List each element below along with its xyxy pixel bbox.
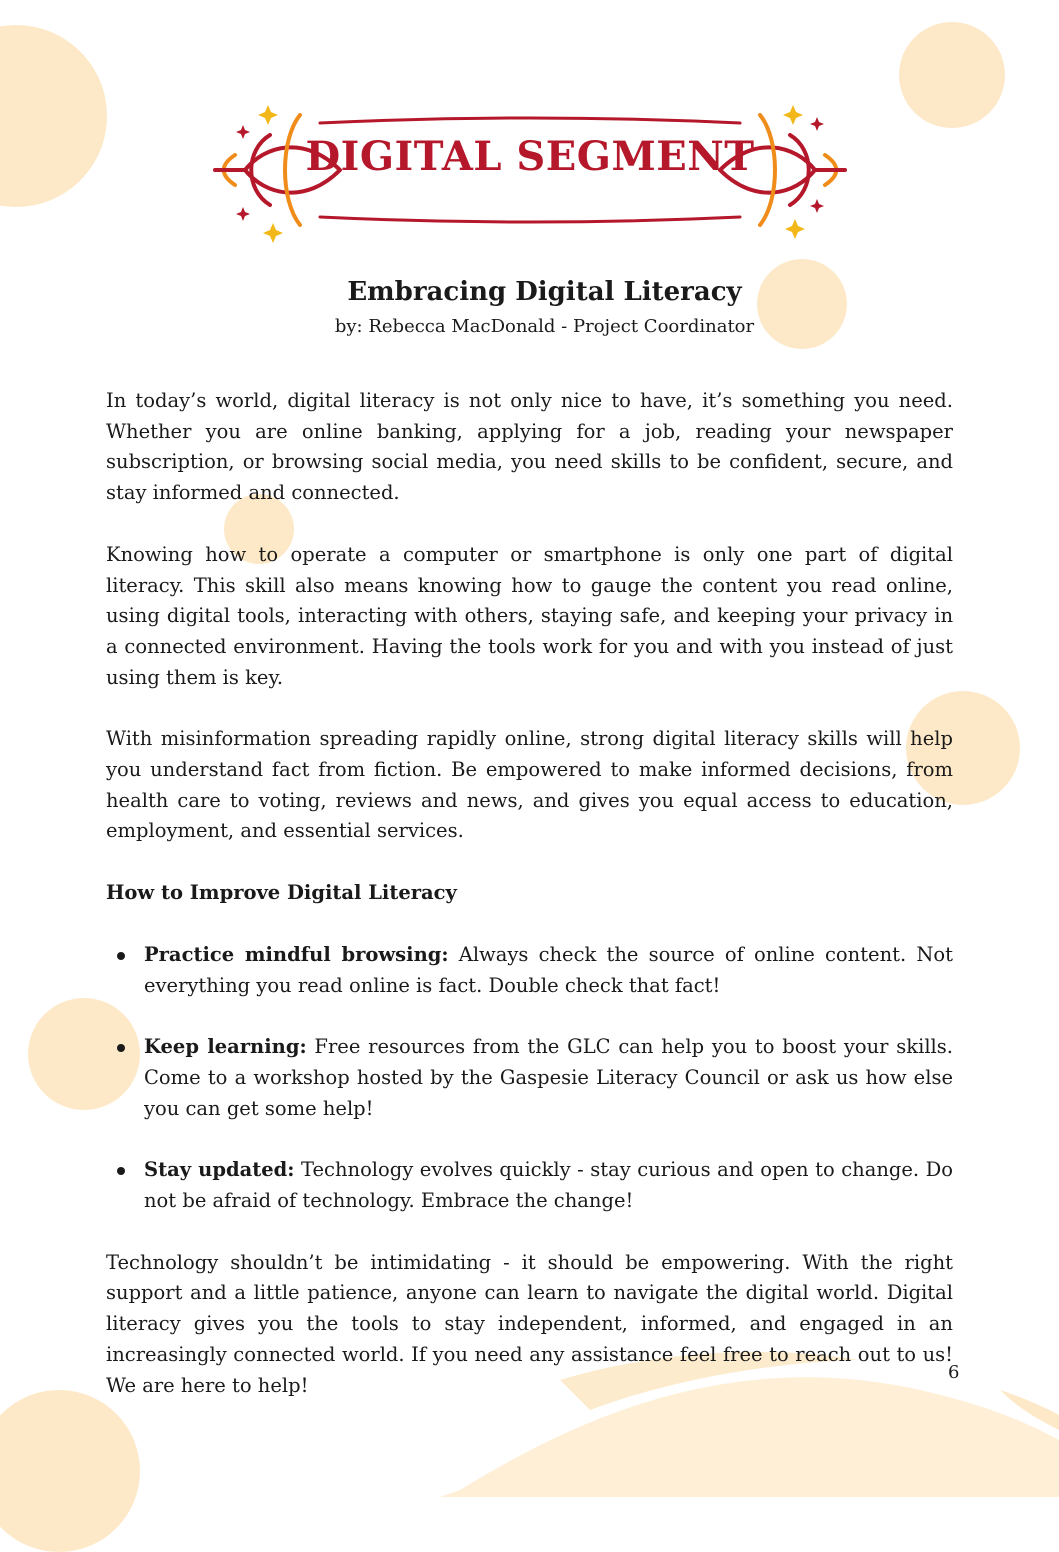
section-heading: How to Improve Digital Literacy xyxy=(106,881,457,905)
paragraph-2: Knowing how to operate a computer or smartphone is only one part of digital literacy. This skill also means knowing how to gauge the content you read online, using digital tools, interacting with others, staying safe, and keeping your privacy in a connected environment. Having the tools work for you and with you instead of just using them is key. xyxy=(106,542,953,689)
decor-circle-top-left xyxy=(0,25,107,207)
page-number: 6 xyxy=(948,1362,960,1383)
list-item-text: Technology evolves quickly - stay curious and open to change. Do not be afraid of technology. Embrace the change! xyxy=(144,1158,953,1213)
article-title: Embracing Digital Literacy xyxy=(347,277,742,307)
list-item-lead: Stay updated: xyxy=(144,1158,295,1182)
bullet-icon xyxy=(117,952,125,960)
list-item-text: Free resources from the GLC can help you to boost your skills. Come to a workshop hosted by the Gaspesie Literacy Council or ask us how else you can get some help! xyxy=(144,1035,953,1120)
article-byline: by: Rebecca MacDonald - Project Coordinator xyxy=(334,316,755,337)
list-item-text: Always check the source of online content. Not everything you read online is fact. Double check that fact! xyxy=(144,942,953,997)
list-item xyxy=(106,1155,953,1216)
list-item-lead: Keep learning: xyxy=(144,1035,307,1059)
closing-paragraph: Technology shouldn’t be intimidating - it should be empowering. With the right support and a little patience, anyone can learn to navigate the digital world. Digital literacy gives you the tools to stay independent, informed, and engaged in an increasingly connected world. If you need any assistance feel free to reach out to us! We are here to help! xyxy=(106,1250,953,1397)
list-item-lead: Practice mindful browsing: xyxy=(144,942,449,966)
bullet-icon xyxy=(117,1167,125,1175)
tips-list xyxy=(106,940,953,1217)
paragraph-3: With misinformation spreading rapidly online, strong digital literacy skills will help you understand fact from fiction. Be empowered to make informed decisions, from health care to voting, reviews and news, and gives you equal access to education, employment, and essential services. xyxy=(106,727,953,843)
decor-circle-bottom-left xyxy=(0,1390,140,1552)
segment-banner xyxy=(205,95,855,245)
article xyxy=(106,272,953,1401)
bullet-icon xyxy=(117,1044,125,1052)
decor-circle-top-right xyxy=(899,22,1005,128)
list-item xyxy=(106,1032,953,1124)
banner-title: DIGITAL SEGMENT xyxy=(305,133,755,180)
list-item xyxy=(106,940,953,1001)
paragraph-1: In today’s world, digital literacy is not only nice to have, it’s something you need. Whether you are online banking, applying for a job, reading your newspaper subscription, or browsing social media, you need skills to be confident, secure, and stay informed and connected. xyxy=(106,389,953,505)
